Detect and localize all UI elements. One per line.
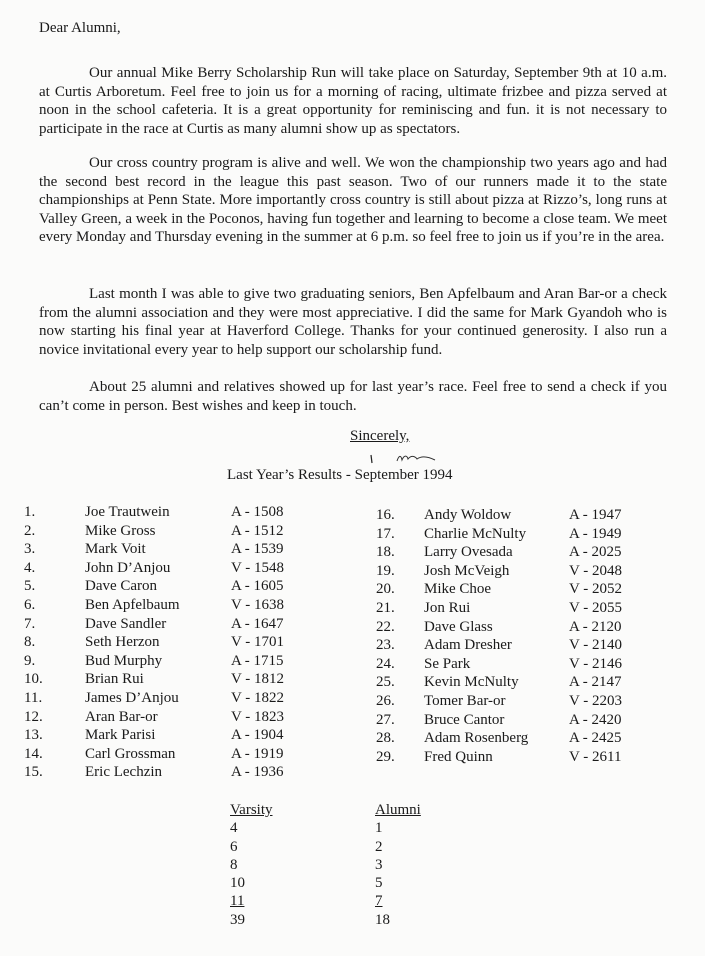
runner-score: A - 1539 bbox=[231, 541, 284, 558]
runner-score: V - 1548 bbox=[231, 559, 285, 576]
result-row bbox=[376, 562, 676, 581]
team-heading: Varsity bbox=[230, 802, 273, 818]
result-place: 21. bbox=[376, 599, 395, 616]
results-column-left bbox=[24, 503, 324, 782]
result-row bbox=[376, 636, 676, 655]
runner-score: A - 1949 bbox=[569, 525, 622, 542]
runner-name: Dave Caron bbox=[85, 578, 158, 595]
runner-score: V - 2048 bbox=[569, 562, 623, 579]
result-place: 13. bbox=[24, 727, 43, 744]
team-place: 5 bbox=[375, 875, 383, 892]
runner-name: Bud Murphy bbox=[85, 652, 163, 669]
paragraph-scholarships: Last month I was able to give two graduating seniors, Ben Apfelbaum and Aran Bar-or a check from the alumni association and they were most appreciative. I did the same for Mark Gyandoh who is now starting his final year at Haverford College. Thanks for your continued generosity. I also run a novice invitational every year to help support our scholarship fund. bbox=[39, 286, 667, 358]
team-place: 3 bbox=[375, 856, 383, 873]
result-row bbox=[376, 692, 676, 711]
result-place: 15. bbox=[24, 764, 43, 781]
runner-name: Se Park bbox=[424, 655, 471, 672]
result-place: 1. bbox=[24, 504, 36, 520]
team-place: 7 bbox=[375, 893, 383, 910]
result-place: 20. bbox=[376, 581, 395, 598]
runner-score: V - 1812 bbox=[231, 671, 285, 688]
runner-score: V - 2611 bbox=[569, 748, 622, 765]
runner-name: James D’Anjou bbox=[85, 689, 179, 706]
result-row bbox=[376, 748, 676, 767]
result-place: 11. bbox=[24, 689, 43, 706]
runner-score: V - 1823 bbox=[231, 708, 285, 725]
result-place: 25. bbox=[376, 674, 395, 691]
result-place: 22. bbox=[376, 618, 395, 635]
result-row bbox=[376, 543, 676, 562]
runner-score: A - 2425 bbox=[569, 730, 622, 747]
result-place: 10. bbox=[24, 671, 43, 688]
runner-score: V - 1701 bbox=[231, 634, 285, 651]
result-row bbox=[376, 580, 676, 599]
result-row bbox=[24, 670, 324, 689]
runner-score: A - 1904 bbox=[231, 727, 284, 744]
team-total: 18 bbox=[375, 911, 390, 928]
result-place: 27. bbox=[376, 711, 395, 728]
result-row bbox=[24, 615, 324, 634]
result-place: 2. bbox=[24, 522, 36, 539]
handwritten-signature bbox=[335, 447, 455, 469]
runner-name: Dave Glass bbox=[424, 618, 493, 635]
team-place: 8 bbox=[230, 856, 238, 873]
team-place: 4 bbox=[230, 820, 238, 837]
runner-name: Dave Sandler bbox=[85, 615, 167, 632]
result-row bbox=[24, 652, 324, 671]
runner-score: V - 2055 bbox=[569, 599, 623, 616]
runner-name: Josh McVeigh bbox=[424, 562, 510, 579]
runner-score: V - 2203 bbox=[569, 692, 623, 709]
result-row bbox=[376, 711, 676, 730]
result-place: 8. bbox=[24, 634, 36, 651]
result-place: 4. bbox=[24, 559, 36, 576]
result-place: 24. bbox=[376, 655, 395, 672]
result-place: 12. bbox=[24, 708, 43, 725]
result-place: 14. bbox=[24, 745, 43, 762]
result-place: 29. bbox=[376, 748, 395, 765]
result-row bbox=[24, 577, 324, 596]
runner-score: A - 1919 bbox=[231, 745, 284, 762]
runner-name: Bruce Cantor bbox=[424, 711, 505, 728]
team-total: 39 bbox=[230, 911, 245, 928]
runner-name: Mike Gross bbox=[85, 522, 156, 539]
result-row bbox=[24, 745, 324, 764]
result-place: 16. bbox=[376, 507, 395, 523]
runner-name: Tomer Bar-or bbox=[424, 692, 506, 709]
runner-score: A - 1512 bbox=[231, 522, 284, 539]
runner-name: Fred Quinn bbox=[424, 748, 493, 765]
runner-score: A - 1647 bbox=[231, 615, 284, 632]
runner-score: A - 1936 bbox=[231, 764, 284, 781]
result-row bbox=[376, 655, 676, 674]
runner-score: A - 2147 bbox=[569, 674, 622, 691]
result-place: 17. bbox=[376, 525, 395, 542]
runner-name: Andy Woldow bbox=[424, 507, 512, 523]
runner-name: Aran Bar-or bbox=[85, 708, 158, 725]
result-row bbox=[24, 726, 324, 745]
runner-name: Ben Apfelbaum bbox=[85, 596, 180, 613]
result-place: 7. bbox=[24, 615, 36, 632]
result-row bbox=[24, 633, 324, 652]
runner-name: Brian Rui bbox=[85, 671, 144, 688]
runner-name: Charlie McNulty bbox=[424, 525, 527, 542]
runner-name: Mark Voit bbox=[85, 541, 146, 558]
team-place: 10 bbox=[230, 875, 245, 892]
team-place: 2 bbox=[375, 838, 383, 855]
runner-name: Kevin McNulty bbox=[424, 674, 519, 691]
result-row bbox=[376, 673, 676, 692]
paragraph-scholarship-run: Our annual Mike Berry Scholarship Run will take place on Saturday, September 9th at 10 a.m. at Curtis Arboretum. Feel free to join us for a morning of racing, ultimate frizbee and pizza served at noon in the school cafeteria. It is a great opportunity for reminiscing and fun. it is not necessary to participate in the race at Curtis as many alumni show up as spectators. bbox=[39, 65, 667, 137]
result-row bbox=[376, 525, 676, 544]
runner-score: V - 1822 bbox=[231, 689, 285, 706]
results-column-right bbox=[376, 506, 676, 766]
team-place: 6 bbox=[230, 838, 238, 855]
result-row bbox=[24, 503, 324, 522]
result-row bbox=[24, 763, 324, 782]
team-place: 11 bbox=[230, 893, 245, 910]
result-row bbox=[24, 689, 324, 708]
result-row bbox=[24, 540, 324, 559]
team-place: 1 bbox=[375, 820, 383, 837]
result-place: 18. bbox=[376, 544, 395, 561]
result-row bbox=[24, 522, 324, 541]
result-row bbox=[376, 618, 676, 637]
runner-name: Eric Lechzin bbox=[85, 764, 163, 781]
paragraph-cross-country: Our cross country program is alive and well. We won the championship two years ago and had the second best record in the league this past season. Two of our runners made it to the state championships at Penn State. More importantly cross country is still about pizza at Rizzo’s, long runs at Valley Green, a week in the Poconos, having fun together and learning to become a close team. We meet every Monday and Thursday evening in the summer at 6 p.m. so feel free to join us if you’re in the area. bbox=[39, 155, 667, 246]
result-place: 23. bbox=[376, 637, 395, 654]
result-place: 9. bbox=[24, 652, 36, 669]
team-score-varsity bbox=[230, 801, 273, 929]
result-row bbox=[376, 729, 676, 748]
runner-score: A - 1508 bbox=[231, 504, 284, 520]
runner-score: V - 2052 bbox=[569, 581, 623, 598]
runner-name: Mark Parisi bbox=[85, 727, 156, 744]
runner-score: V - 2146 bbox=[569, 655, 623, 672]
result-place: 6. bbox=[24, 596, 36, 613]
runner-score: V - 1638 bbox=[231, 596, 285, 613]
result-place: 26. bbox=[376, 692, 395, 709]
runner-name: Mike Choe bbox=[424, 581, 492, 598]
runner-name: Seth Herzon bbox=[85, 634, 160, 651]
runner-score: A - 2120 bbox=[569, 618, 622, 635]
runner-name: Jon Rui bbox=[424, 599, 471, 616]
team-score-alumni bbox=[375, 801, 421, 929]
result-row bbox=[24, 708, 324, 727]
result-place: 28. bbox=[376, 730, 395, 747]
runner-score: A - 2025 bbox=[569, 544, 622, 561]
runner-name: John D’Anjou bbox=[85, 559, 171, 576]
runner-name: Carl Grossman bbox=[85, 745, 176, 762]
runner-score: A - 2420 bbox=[569, 711, 622, 728]
result-place: 5. bbox=[24, 578, 36, 595]
greeting: Dear Alumni, bbox=[39, 20, 121, 36]
result-row bbox=[376, 599, 676, 618]
result-row bbox=[376, 506, 676, 525]
runner-score: V - 2140 bbox=[569, 637, 623, 654]
runner-score: A - 1715 bbox=[231, 652, 284, 669]
runner-score: A - 1947 bbox=[569, 507, 622, 523]
result-row bbox=[24, 559, 324, 578]
runner-name: Adam Dresher bbox=[424, 637, 512, 654]
team-heading: Alumni bbox=[375, 802, 421, 818]
runner-name: Adam Rosenberg bbox=[424, 730, 529, 747]
result-place: 19. bbox=[376, 562, 395, 579]
runner-name: Joe Trautwein bbox=[85, 504, 170, 520]
closing: Sincerely, bbox=[350, 428, 410, 444]
runner-name: Larry Ovesada bbox=[424, 544, 513, 561]
result-place: 3. bbox=[24, 541, 36, 558]
result-row bbox=[24, 596, 324, 615]
results-title: Last Year’s Results - September 1994 bbox=[227, 467, 453, 483]
runner-score: A - 1605 bbox=[231, 578, 284, 595]
paragraph-last-race: About 25 alumni and relatives showed up for last year’s race. Feel free to send a check if you can’t come in person. Best wishes and keep in touch. bbox=[39, 379, 667, 414]
